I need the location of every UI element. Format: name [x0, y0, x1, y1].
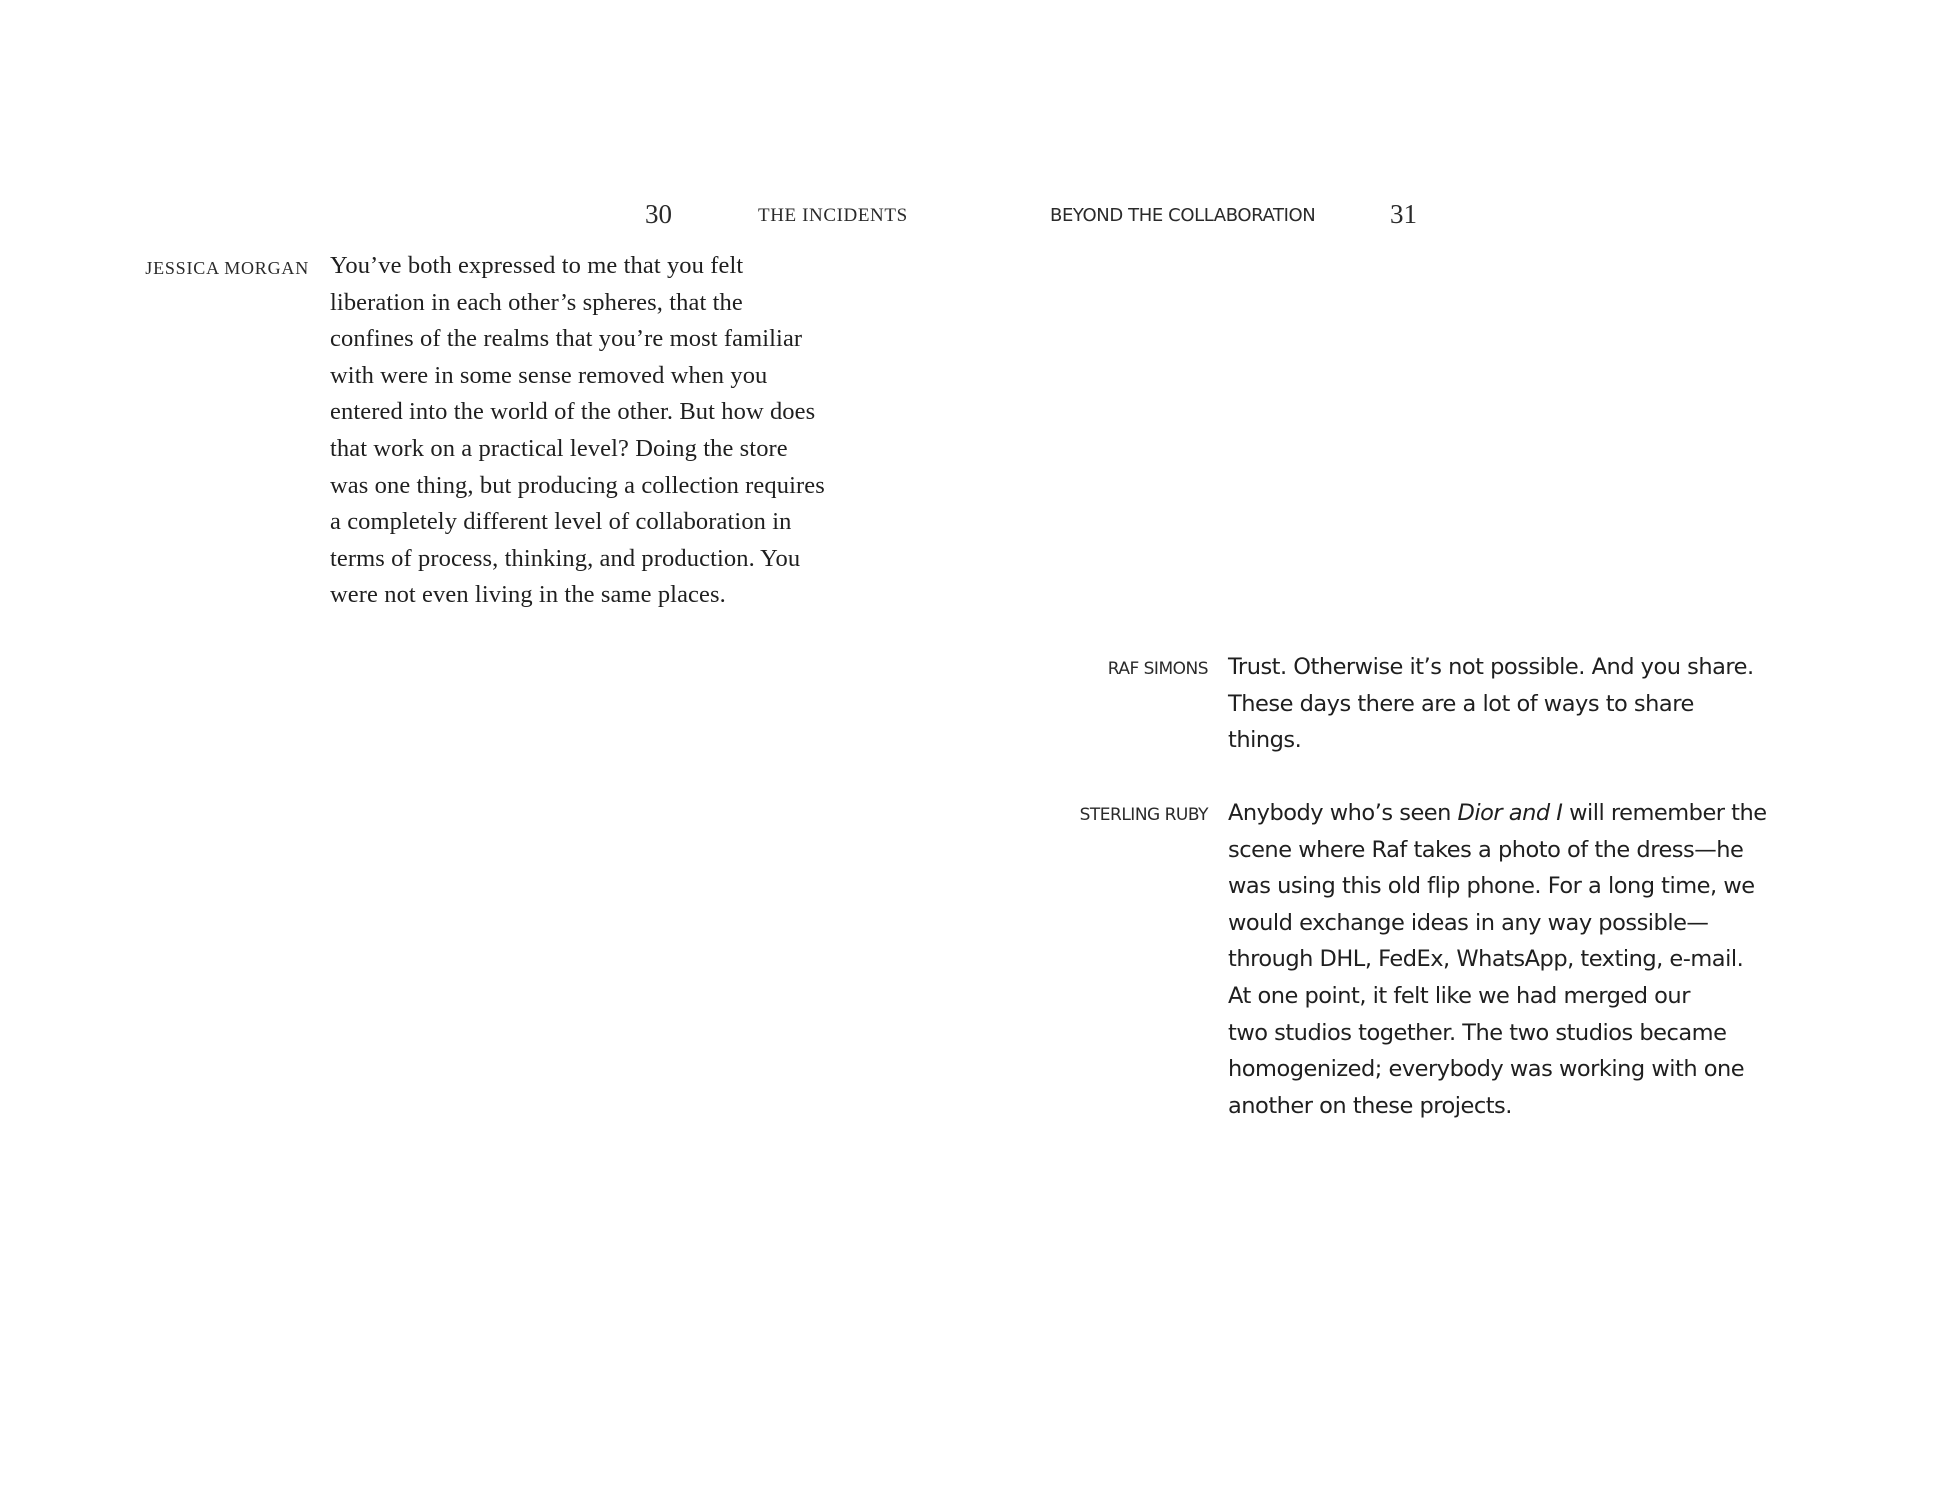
right-page-number: 31 — [1390, 199, 1417, 229]
text-line: two studios together. The two studios became — [1228, 1019, 1727, 1046]
text-line: You’ve both expressed to me that you felt — [330, 252, 744, 279]
text-line: another on these projects. — [1228, 1092, 1512, 1119]
text-line: liberation in each other’s spheres, that the — [330, 288, 743, 316]
left-page-number: 30 — [645, 199, 672, 229]
speech-jessica-morgan — [330, 248, 825, 614]
text-line: scene where Raf takes a photo of the dress—he — [1228, 836, 1744, 863]
text-line: would exchange ideas in any way possible— — [1228, 909, 1709, 936]
right-running-head: BEYOND THE COLLABORATION — [1050, 205, 1316, 226]
left-running-head: THE INCIDENTS — [758, 205, 908, 226]
text-line: entered into the world of the other. But how does — [330, 398, 816, 426]
speaker-raf-simons: RAF SIMONS — [1107, 659, 1208, 679]
text-line: At one point, it felt like we had merged our — [1228, 982, 1690, 1009]
text-line: terms of process, thinking, and production. You — [330, 544, 801, 572]
film-title: Dior and I — [1457, 800, 1563, 826]
text-line: was using this old flip phone. For a long time, we — [1228, 873, 1755, 900]
text-line: that work on a practical level? Doing the store — [330, 434, 788, 462]
text-line: was one thing, but producing a collection requires — [330, 471, 825, 499]
text-line: through DHL, FedEx, WhatsApp, texting, e-mail. — [1228, 946, 1744, 973]
speech-raf-simons — [1228, 649, 1754, 759]
text-fragment: will remember the — [1562, 800, 1767, 826]
speaker-sterling-ruby: STERLING RUBY — [1079, 805, 1208, 825]
text-line: a completely different level of collaboration in — [330, 508, 792, 536]
text-line: confines of the realms that you’re most familiar — [330, 325, 803, 353]
text-line: Trust. Otherwise it’s not possible. And you share. — [1228, 654, 1754, 680]
left-page — [0, 0, 970, 1500]
speaker-jessica-morgan: JESSICA MORGAN — [145, 258, 309, 278]
text-line: homogenized; everybody was working with one — [1228, 1056, 1745, 1083]
text-line: with were in some sense removed when you — [330, 361, 768, 389]
text-line: These days there are a lot of ways to share — [1228, 690, 1694, 717]
text-line: were not even living in the same places. — [330, 581, 726, 609]
text-line-with-title — [1228, 795, 1767, 832]
right-page — [970, 0, 1941, 1500]
speech-sterling-ruby — [1228, 795, 1767, 1124]
text-line: things. — [1228, 727, 1302, 754]
text-fragment: Anybody who’s seen — [1228, 800, 1458, 826]
